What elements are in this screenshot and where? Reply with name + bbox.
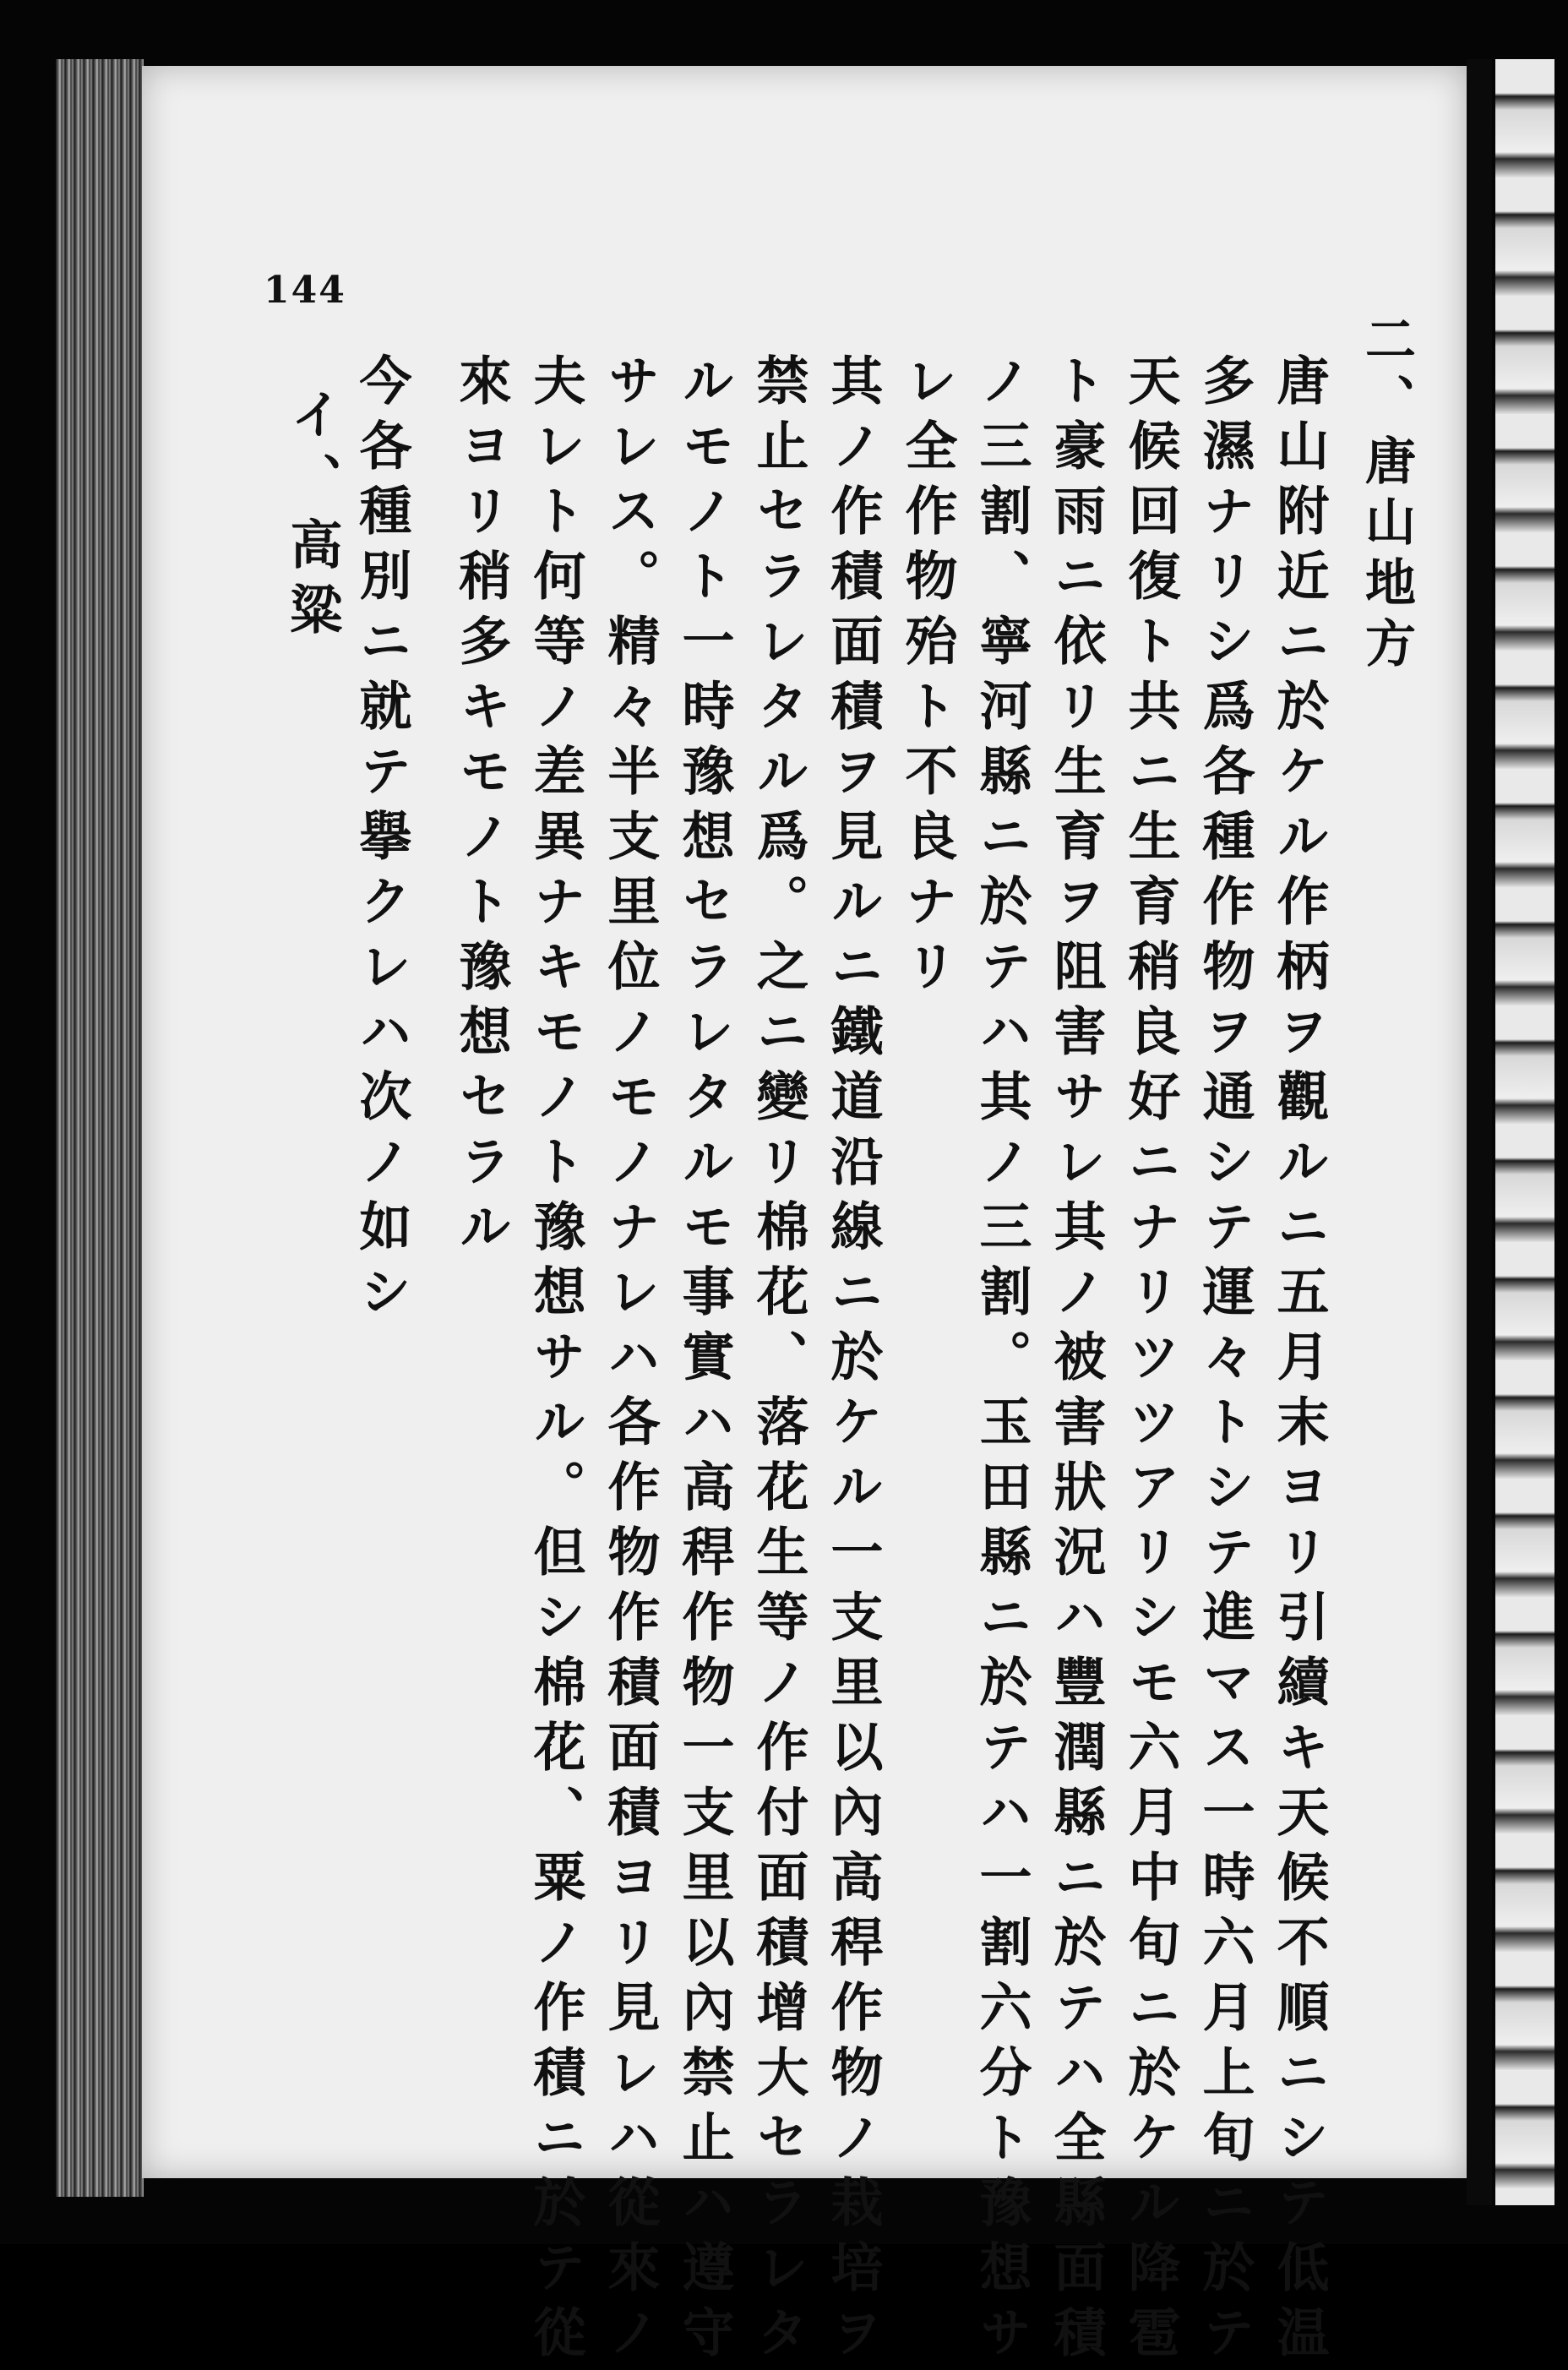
text-column-8: 禁止セラレタル爲。之ニ變リ棉花、落花生等ノ作付面積增大セラレタ	[748, 353, 809, 2370]
page-gutter	[1467, 59, 1492, 2205]
text-column-4: ト豪雨ニ依リ生育ヲ阻害サレ其ノ被害狀況ハ豐潤縣ニ於テハ全縣面積	[1045, 353, 1107, 2370]
text-column-1: 唐山附近ニ於ケル作柄ヲ觀ルニ五月末ヨリ引續キ天候不順ニシテ低温	[1268, 353, 1330, 2370]
text-column-10: サレス。精々半支里位ノモノナレハ各作物作積面積ヨリ見レハ從來ノ	[599, 353, 661, 2370]
text-column-11: 夫レト何等ノ差異ナキモノト豫想サル。但シ棉花、粟ノ作積ニ於テ從	[525, 353, 586, 2370]
text-column-9: ルモノト一時豫想セラレタルモ事實ハ高稈作物一支里以內禁止ハ遵守	[673, 353, 735, 2370]
page-number: 144	[264, 269, 346, 312]
text-column-6: レ全作物殆ト不良ナリ	[896, 353, 958, 1004]
text-column-5: ノ三割、寧河縣ニ於テハ其ノ三割。玉田縣ニ於テハ一割六分ト豫想サ	[971, 353, 1032, 2370]
text-column-2: 多濕ナリシ爲各種作物ヲ通シテ運々トシテ進マス一時六月上旬ニ於テ	[1194, 353, 1255, 2370]
subheading-sorghum: イ、高粱	[281, 387, 343, 647]
section-heading: 二、唐山地方	[1357, 313, 1416, 678]
page-edge-stack	[56, 59, 144, 2197]
text-column-13: 今各種別ニ就テ擧クレハ次ノ如シ	[351, 353, 412, 1329]
text-column-12: 來ヨリ稍多キモノト豫想セラル	[450, 353, 512, 1264]
adjacent-page-edge	[1495, 59, 1554, 2205]
text-column-7: 其ノ作積面積ヲ見ルニ鐵道沿線ニ於ケル一支里以內高稈作物ノ栽培ヲ	[822, 353, 884, 2370]
text-column-3: 天候回復ト共ニ生育稍良好ニナリツツアリシモ六月中旬ニ於ケル降雹	[1119, 353, 1181, 2370]
